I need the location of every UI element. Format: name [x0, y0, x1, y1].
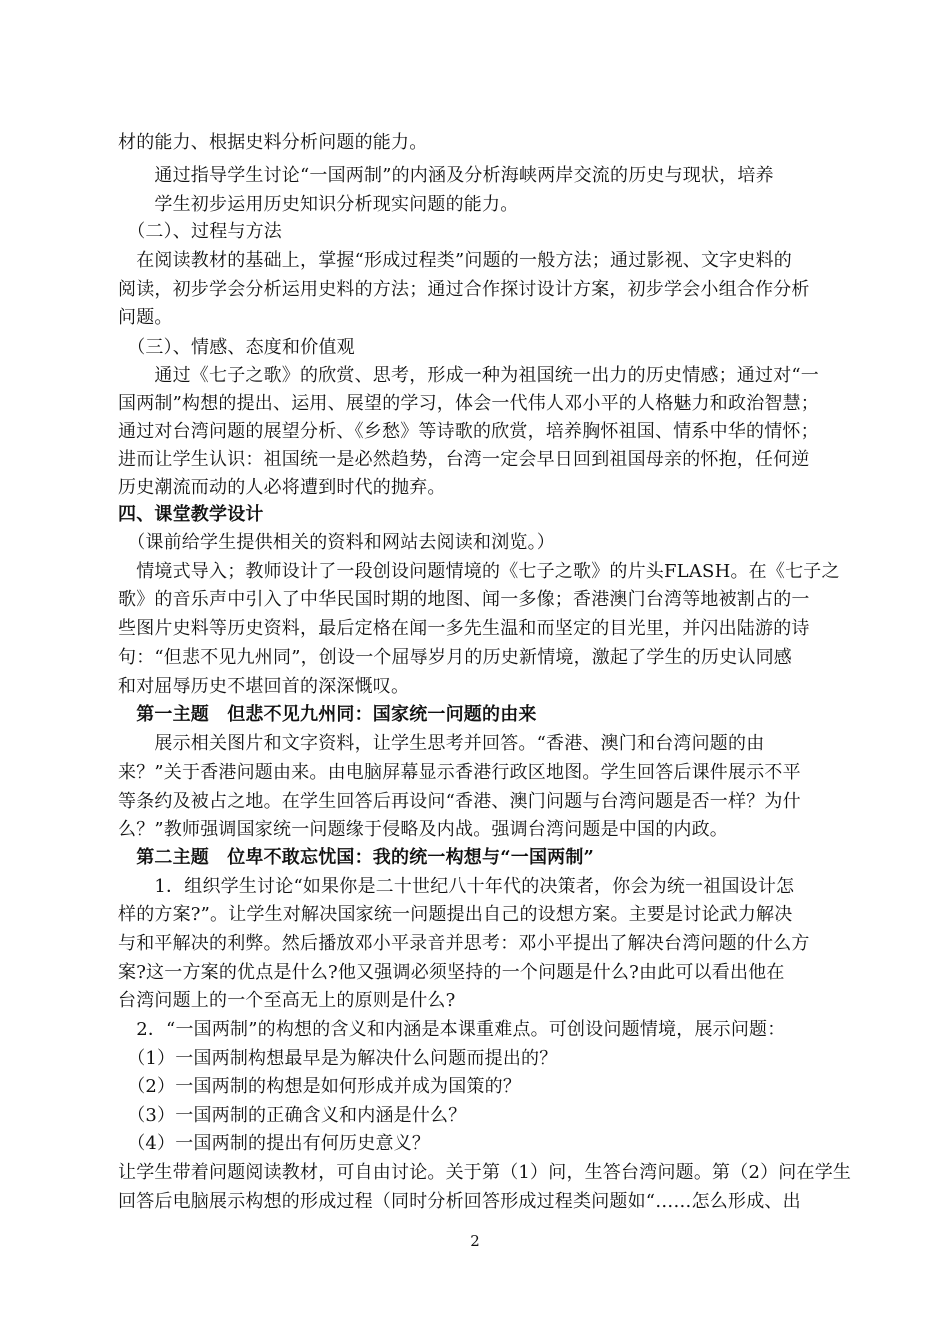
question-item: （1）一国两制构想最早是为解决什么问题而提出的？ — [118, 1048, 558, 1069]
body-text-line: 材的能力、根据史料分析问题的能力。 — [118, 132, 428, 153]
question-item: （2）一国两制的构想是如何形成并成为国策的？ — [118, 1076, 522, 1097]
body-text-line: 在阅读教材的基础上，掌握“形成过程类”问题的一般方法；通过影视、文字史料的 — [118, 250, 793, 271]
body-text-line: 国两制”构想的提出、运用、展望的学习，体会一代伟人邓小平的人格魅力和政治智慧； — [118, 393, 819, 414]
body-text-line: 学生初步运用历史知识分析现实问题的能力。 — [118, 194, 519, 215]
body-text-line: 等条约及被占之地。在学生回答后再设问“香港、澳门问题与台湾问题是否一样？为什 — [118, 791, 801, 812]
body-text-line: 些图片史料等历史资料，最后定格在闻一多先生温和而坚定的目光里，并闪出陆游的诗 — [118, 618, 810, 639]
body-text-line: 歌》的音乐声中引入了中华民国时期的地图、闻一多像；香港澳门台湾等地被割占的一 — [118, 589, 810, 610]
body-text-line: 么？”教师强调国家统一问题缘于侵略及内战。强调台湾问题是中国的内政。 — [118, 819, 728, 840]
body-text-line: 通过《七子之歌》的欣赏、思考，形成一种为祖国统一出力的历史情感；通过对“一 — [118, 365, 819, 386]
body-text-line: 1．组织学生讨论“如果你是二十世纪八十年代的决策者，你会为统一祖国设计怎 — [118, 876, 795, 897]
body-text-line: 回答后电脑展示构想的形成过程（同时分析回答形成过程类问题如“……怎么形成、出 — [118, 1191, 801, 1212]
body-text-line: 案?这一方案的优点是什么?他又强调必须坚持的一个问题是什么?由此可以看出他在 — [118, 962, 785, 983]
body-text-line: 进而让学生认识：祖国统一是必然趋势，台湾一定会早日回到祖国母亲的怀抱，任何逆 — [118, 449, 810, 470]
page-number: 2 — [470, 1232, 480, 1250]
question-item: （4）一国两制的提出有何历史意义？ — [118, 1133, 431, 1154]
body-text-line: 通过指导学生讨论“一国两制”的内涵及分析海峡两岸交流的历史与现状，培养 — [118, 165, 774, 186]
body-text-line: 问题。 — [118, 307, 173, 328]
body-text-line: （课前给学生提供相关的资料和网站去阅读和浏览。） — [118, 532, 555, 553]
body-text-line: 样的方案?”。让学生对解决国家统一问题提出自己的设想方案。主要是讨论武力解决 — [118, 904, 793, 925]
body-text-line: 历史潮流而动的人必将遭到时代的抛弃。 — [118, 477, 446, 498]
body-text-line: 阅读，初步学会分析运用史料的方法；通过合作探讨设计方案，初步学会小组合作分析 — [118, 279, 810, 300]
body-text-line: 与和平解决的利弊。然后播放邓小平录音并思考：邓小平提出了解决台湾问题的什么方 — [118, 933, 810, 954]
body-text-line: 让学生带着问题阅读教材，可自由讨论。关于第（1）问，生答台湾问题。第（2）问在学生 — [118, 1162, 852, 1183]
body-text-line: 和对屈辱历史不堪回首的深深慨叹。 — [118, 676, 410, 697]
section-heading-emotions-values: （三）、情感、态度和价值观 — [118, 337, 355, 358]
section-heading-process-methods: （二）、过程与方法 — [118, 221, 282, 242]
body-text-line: 台湾问题上的一个至高无上的原则是什么? — [118, 990, 456, 1011]
question-item: （3）一国两制的正确含义和内涵是什么？ — [118, 1105, 467, 1126]
body-text-line: 句：“但悲不见九州同”，创设一个屈辱岁月的历史新情境，激起了学生的历史认同感 — [118, 647, 793, 668]
section-heading-classroom-design: 四、课堂教学设计 — [118, 504, 264, 525]
body-text-line: 2．“一国两制”的构想的含义和内涵是本课重难点。可创设问题情境，展示问题： — [118, 1019, 786, 1040]
body-text-line: 情境式导入；教师设计了一段创设问题情境的《七子之歌》的片头FLASH。在《七子之 — [118, 561, 840, 582]
body-text-line: 展示相关图片和文字资料，让学生思考并回答。“香港、澳门和台湾问题的由 — [118, 733, 765, 754]
body-text-line: 通过对台湾问题的展望分析、《乡愁》等诗歌的欣赏，培养胸怀祖国、情系中华的情怀； — [118, 421, 819, 442]
theme-two-heading: 第二主题 位卑不敢忘忧国：我的统一构想与“一国两制” — [118, 847, 595, 868]
body-text-line: 来？”关于香港问题由来。由电脑屏幕显示香港行政区地图。学生回答后课件展示不平 — [118, 762, 801, 783]
theme-one-heading: 第一主题 但悲不见九州同：国家统一问题的由来 — [118, 704, 537, 725]
